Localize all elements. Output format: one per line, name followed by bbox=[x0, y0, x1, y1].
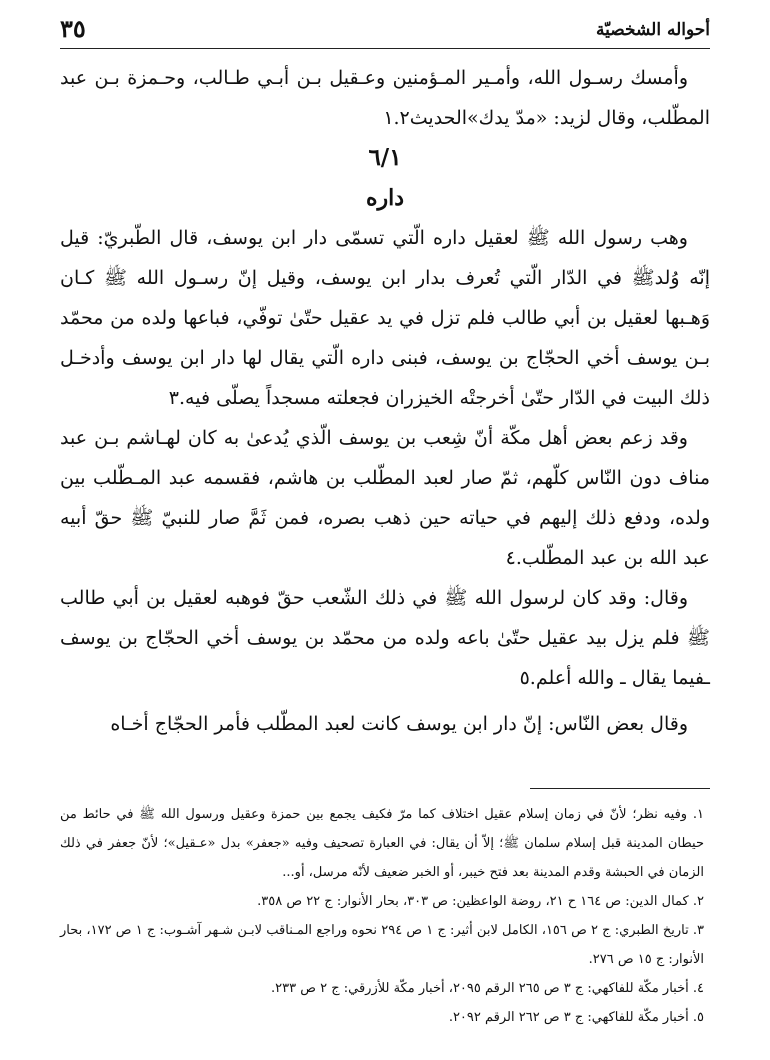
footnotes bbox=[60, 800, 710, 1032]
body-paragraph-4: وقال بعض النّاس: إنّ دار ابن يوسف كانت لعبد المطّلب فأمر الحجّاج أخـاه bbox=[110, 713, 688, 735]
body-paragraph-2: وقد زعم بعض أهل مكّة أنّ شِعب بن يوسف الّذي يُدعىٰ به كان لهـاشم بـن عبد مناف دون النّاس كلّهم، ثمّ صار لعبد المطّلب بن هاشم، فقسمه عبد المـطّلب بين ولده، ودفع ذلك إليهم في حياته حين ذهب بصره، فمن ثَمَّ صار للنبيّ ﷺ حقّ أبيه عبد الله بن عبد المطّلب.٤ bbox=[60, 427, 710, 569]
page-header bbox=[60, 14, 710, 49]
footnote-4: ٤. أخبار مكّة للفاكهي: ج ٣ ص ٢٦٥ الرقم ٢٠٩٥، أخبار مكّة للأزرقي: ج ٢ ص ٢٣٣. bbox=[271, 981, 704, 996]
page-number: ٣٥ bbox=[60, 14, 86, 43]
footnote-1: ١. وفيه نظر؛ لأنّ في زمان إسلام عقيل اختلاف كما مرّ فكيف يجمع بين حمزة وعقيل ورسول الله ﷺ في حائط من حيطان المدينة قبل إسلام سلمان ﷺ؛ إلاّ أن يقال: في العبارة تصحيف وفيه «جعفر» بدل «عـقيل»؛ لأنّ جعفر في ذلك الزمان في الحبشة وقدم المدينة بعد فتح خيبر، أو الخبر ضعيف لأنّه مرسل، أو... bbox=[60, 807, 704, 880]
page-body bbox=[60, 58, 710, 744]
footnote-5: ٥. أخبار مكّة للفاكهي: ج ٣ ص ٢٦٢ الرقم ٢٠٩٢. bbox=[448, 1010, 704, 1025]
section-number: ٦/١ bbox=[368, 144, 402, 171]
body-paragraph-3: وقال: وقد كان لرسول الله ﷺ في ذلك الشّعب حقّ فوهبه لعقيل بن أبي طالب ﷺ فلم يزل بيد عقيل حتّىٰ باعه ولده من محمّد بن يوسف أخي الحجّاج بن يوسف ـفيما يقال ـ والله أعلم.٥ bbox=[60, 587, 710, 689]
footnote-separator bbox=[530, 788, 710, 789]
footnote-3: ٣. تاريخ الطبري: ج ٢ ص ١٥٦، الكامل لابن أثير: ج ١ ص ٢٩٤ نحوه وراجع المـناقب لابـن شـهر آشـوب: ج ١ ص ١٧٢، بحار الأنوار: ج ١٥ ص ٢٧٦. bbox=[60, 923, 704, 967]
section-title: داره bbox=[365, 185, 405, 211]
intro-paragraph: وأمسك رسـول الله، وأمـير المـؤمنين وعـقيل بـن أبـي طـالب، وحـمزة بـن عبد المطّلب، وقال لزيد: «مدّ يدك»الحديث١.٢ bbox=[60, 67, 710, 129]
footnote-2: ٢. كمال الدين: ص ١٦٤ ح ٢١، روضة الواعظين: ص ٣٠٣، بحار الأنوار: ج ٢٢ ص ٣٥٨. bbox=[257, 894, 704, 909]
running-title: أحواله الشخصيّة bbox=[596, 20, 710, 40]
body-paragraph-1: وهب رسول الله ﷺ لعقيل داره الّتي تسمّى دار ابن يوسف، قال الطّبريّ: قيل إنّه وُلدﷺ في الدّار الّتي تُعرف بدار ابن يوسف، وقيل إنّ رسـول الله ﷺ كـان وَهـبها لعقيل بن أبي طالب فلم تزل في يد عقيل حتّىٰ توفّي، فباعها ولده من محمّد بـن يوسف أخي الحجّاج بن يوسف، فبنى داره الّتي يقال لها دار ابن يوسف وأدخـل ذلك البيت في الدّار حتّىٰ أخرجتْه الخيزران فجعلته مسجداً يصلّى فيه.٣ bbox=[60, 227, 710, 409]
